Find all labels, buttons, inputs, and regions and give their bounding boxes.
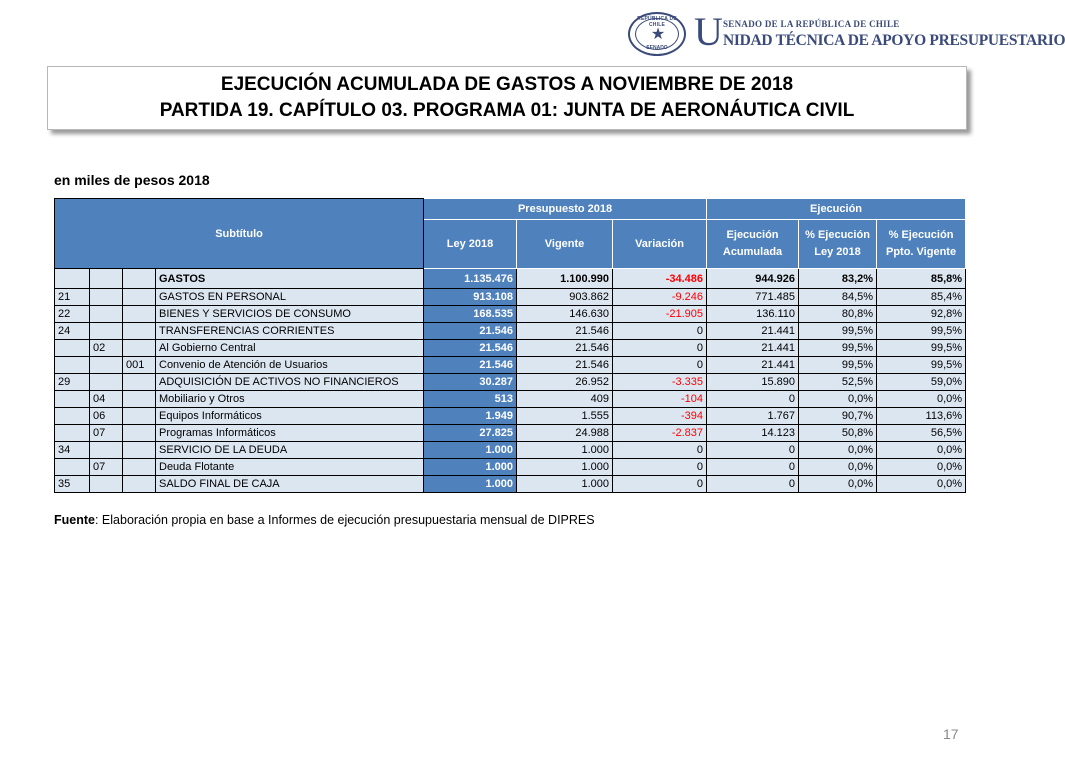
cell-pct-ley: 99,5%: [799, 340, 877, 357]
cell-ejecucion-acumulada: 136.110: [707, 306, 799, 323]
cell-subtitulo: [55, 340, 90, 357]
cell-pct-ley: 83,2%: [799, 269, 877, 289]
cell-asignacion: [123, 374, 156, 391]
cell-subtitulo: 21: [55, 289, 90, 306]
cell-item: 02: [90, 340, 123, 357]
header-ejec-acumulada: Ejecución Acumulada: [707, 220, 799, 269]
cell-ley-2018: 513: [424, 391, 517, 408]
cell-denominacion: Convenio de Atención de Usuarios: [156, 357, 424, 374]
cell-subtitulo: [55, 408, 90, 425]
cell-ejecucion-acumulada: 15.890: [707, 374, 799, 391]
cell-item: [90, 476, 123, 493]
cell-pct-ley: 0,0%: [799, 476, 877, 493]
cell-vigente: 146.630: [517, 306, 613, 323]
cell-vigente: 24.988: [517, 425, 613, 442]
cell-subtitulo: 24: [55, 323, 90, 340]
table-row: [55, 442, 966, 459]
cell-ejecucion-acumulada: 21.441: [707, 357, 799, 374]
table-row: [55, 476, 966, 493]
cell-item: 07: [90, 425, 123, 442]
cell-item: [90, 323, 123, 340]
cell-ley-2018: 1.135.476: [424, 269, 517, 289]
cell-vigente: 26.952: [517, 374, 613, 391]
cell-denominacion: Deuda Flotante: [156, 459, 424, 476]
cell-variacion: 0: [613, 476, 707, 493]
cell-pct-ley: 52,5%: [799, 374, 877, 391]
cell-vigente: 1.000: [517, 442, 613, 459]
title-box: [47, 66, 967, 130]
cell-vigente: 21.546: [517, 340, 613, 357]
table-row: [55, 323, 966, 340]
cell-ley-2018: 21.546: [424, 323, 517, 340]
cell-ley-2018: 168.535: [424, 306, 517, 323]
cell-denominacion: SALDO FINAL DE CAJA: [156, 476, 424, 493]
cell-pct-vigente: 99,5%: [877, 323, 966, 340]
cell-pct-vigente: 92,8%: [877, 306, 966, 323]
cell-asignacion: [123, 269, 156, 289]
seal-text-top: REPÚBLICA DE CHILE: [637, 16, 677, 28]
cell-item: 06: [90, 408, 123, 425]
cell-subtitulo: [55, 391, 90, 408]
cell-ley-2018: 1.949: [424, 408, 517, 425]
cell-vigente: 21.546: [517, 323, 613, 340]
cell-variacion: -2.837: [613, 425, 707, 442]
cell-asignacion: [123, 323, 156, 340]
cell-pct-vigente: 85,8%: [877, 269, 966, 289]
cell-vigente: 903.862: [517, 289, 613, 306]
cell-ley-2018: 27.825: [424, 425, 517, 442]
cell-pct-ley: 0,0%: [799, 391, 877, 408]
cell-pct-ley: 0,0%: [799, 442, 877, 459]
cell-ley-2018: 1.000: [424, 459, 517, 476]
cell-variacion: 0: [613, 323, 707, 340]
cell-variacion: 0: [613, 340, 707, 357]
cell-ejecucion-acumulada: 0: [707, 442, 799, 459]
cell-pct-ley: 80,8%: [799, 306, 877, 323]
senate-seal-icon: [628, 12, 686, 56]
cell-pct-ley: 84,5%: [799, 289, 877, 306]
cell-ejecucion-acumulada: 0: [707, 459, 799, 476]
cell-pct-ley: 99,5%: [799, 323, 877, 340]
cell-denominacion: Al Gobierno Central: [156, 340, 424, 357]
table-row: [55, 340, 966, 357]
cell-subtitulo: 22: [55, 306, 90, 323]
cell-item: [90, 357, 123, 374]
cell-asignacion: [123, 442, 156, 459]
cell-subtitulo: 29: [55, 374, 90, 391]
source-note: Fuente: Elaboración propia en base a Informes de ejecución presupuestaria mensual de DIPRES: [54, 513, 595, 527]
cell-variacion: 0: [613, 357, 707, 374]
title-line-2: PARTIDA 19. CAPÍTULO 03. PROGRAMA 01: JUNTA DE AERONÁUTICA CIVIL: [159, 100, 855, 121]
cell-pct-vigente: 85,4%: [877, 289, 966, 306]
cell-item: [90, 374, 123, 391]
cell-asignacion: 001: [123, 357, 156, 374]
cell-subtitulo: 34: [55, 442, 90, 459]
cell-pct-vigente: 0,0%: [877, 459, 966, 476]
cell-item: [90, 289, 123, 306]
cell-denominacion: SERVICIO DE LA DEUDA: [156, 442, 424, 459]
cell-asignacion: [123, 340, 156, 357]
cell-ley-2018: 913.108: [424, 289, 517, 306]
cell-variacion: -9.246: [613, 289, 707, 306]
cell-denominacion: BIENES Y SERVICIOS DE CONSUMO: [156, 306, 424, 323]
cell-ejecucion-acumulada: 21.441: [707, 340, 799, 357]
senate-logo: [628, 9, 1065, 58]
cell-pct-vigente: 0,0%: [877, 476, 966, 493]
cell-variacion: 0: [613, 459, 707, 476]
cell-ejecucion-acumulada: 944.926: [707, 269, 799, 289]
cell-variacion: -394: [613, 408, 707, 425]
header-pct-ley: % Ejecución Ley 2018: [799, 220, 877, 269]
cell-variacion: -21.905: [613, 306, 707, 323]
cell-denominacion: GASTOS EN PERSONAL: [156, 289, 424, 306]
cell-ejecucion-acumulada: 21.441: [707, 323, 799, 340]
header-ley: Ley 2018: [424, 220, 517, 269]
cell-ejecucion-acumulada: 1.767: [707, 408, 799, 425]
cell-pct-vigente: 99,5%: [877, 357, 966, 374]
logo-letter: U: [694, 9, 723, 54]
cell-subtitulo: [55, 425, 90, 442]
cell-ejecucion-acumulada: 771.485: [707, 289, 799, 306]
cell-pct-ley: 0,0%: [799, 459, 877, 476]
cell-item: [90, 306, 123, 323]
cell-ley-2018: 30.287: [424, 374, 517, 391]
budget-execution-table: [54, 198, 966, 493]
cell-denominacion: TRANSFERENCIAS CORRIENTES: [156, 323, 424, 340]
cell-ley-2018: 1.000: [424, 442, 517, 459]
table-row: [55, 459, 966, 476]
cell-ejecucion-acumulada: 0: [707, 391, 799, 408]
cell-variacion: -34.486: [613, 269, 707, 289]
cell-subtitulo: 35: [55, 476, 90, 493]
cell-item: [90, 442, 123, 459]
table-row: [55, 425, 966, 442]
cell-asignacion: [123, 459, 156, 476]
cell-asignacion: [123, 306, 156, 323]
cell-item: 04: [90, 391, 123, 408]
cell-subtitulo: [55, 357, 90, 374]
logo-line-senado: SENADO DE LA REPÚBLICA DE CHILE: [723, 19, 900, 29]
cell-pct-vigente: 99,5%: [877, 340, 966, 357]
cell-asignacion: [123, 476, 156, 493]
cell-item: 07: [90, 459, 123, 476]
page-number: 17: [943, 726, 959, 742]
table-row: [55, 374, 966, 391]
cell-pct-vigente: 56,5%: [877, 425, 966, 442]
cell-ley-2018: 1.000: [424, 476, 517, 493]
logo-line-unidad: NIDAD TÉCNICA DE APOYO PRESUPUESTARIO: [723, 32, 1065, 49]
cell-denominacion: Mobiliario y Otros: [156, 391, 424, 408]
cell-subtitulo: [55, 459, 90, 476]
cell-asignacion: [123, 391, 156, 408]
cell-ley-2018: 21.546: [424, 340, 517, 357]
cell-vigente: 409: [517, 391, 613, 408]
cell-vigente: 1.100.990: [517, 269, 613, 289]
cell-pct-ley: 90,7%: [799, 408, 877, 425]
header-subtitulo: Subtítulo: [55, 199, 424, 269]
cell-variacion: -3.335: [613, 374, 707, 391]
cell-denominacion: GASTOS: [156, 269, 424, 289]
header-variacion: Variación: [613, 220, 707, 269]
cell-pct-vigente: 113,6%: [877, 408, 966, 425]
table-row: [55, 408, 966, 425]
cell-vigente: 21.546: [517, 357, 613, 374]
cell-pct-vigente: 0,0%: [877, 442, 966, 459]
cell-subtitulo: [55, 269, 90, 289]
cell-asignacion: [123, 289, 156, 306]
table-row: [55, 289, 966, 306]
units-subtitle: en miles de pesos 2018: [54, 172, 210, 188]
cell-pct-vigente: 59,0%: [877, 374, 966, 391]
header-ejecucion: Ejecución: [707, 199, 966, 220]
header-pct-vigente: % Ejecución Ppto. Vigente: [877, 220, 966, 269]
cell-pct-ley: 99,5%: [799, 357, 877, 374]
star-icon: ★: [650, 26, 666, 43]
table-row: [55, 391, 966, 408]
cell-ejecucion-acumulada: 14.123: [707, 425, 799, 442]
table-row: [55, 306, 966, 323]
cell-pct-ley: 50,8%: [799, 425, 877, 442]
cell-pct-vigente: 0,0%: [877, 391, 966, 408]
cell-vigente: 1.000: [517, 476, 613, 493]
cell-vigente: 1.555: [517, 408, 613, 425]
title-line-1: EJECUCIÓN ACUMULADA DE GASTOS A NOVIEMBRE DE 2018: [220, 74, 794, 95]
cell-item: [90, 269, 123, 289]
table-row: [55, 269, 966, 289]
cell-denominacion: Programas Informáticos: [156, 425, 424, 442]
cell-denominacion: Equipos Informáticos: [156, 408, 424, 425]
cell-variacion: -104: [613, 391, 707, 408]
header-vigente: Vigente: [517, 220, 613, 269]
cell-asignacion: [123, 408, 156, 425]
cell-ley-2018: 21.546: [424, 357, 517, 374]
seal-text-bottom: SENADO: [646, 45, 668, 51]
cell-denominacion: ADQUISICIÓN DE ACTIVOS NO FINANCIEROS: [156, 374, 424, 391]
header-presupuesto: Presupuesto 2018: [424, 199, 707, 220]
cell-vigente: 1.000: [517, 459, 613, 476]
cell-asignacion: [123, 425, 156, 442]
table-row: [55, 357, 966, 374]
cell-variacion: 0: [613, 442, 707, 459]
cell-ejecucion-acumulada: 0: [707, 476, 799, 493]
